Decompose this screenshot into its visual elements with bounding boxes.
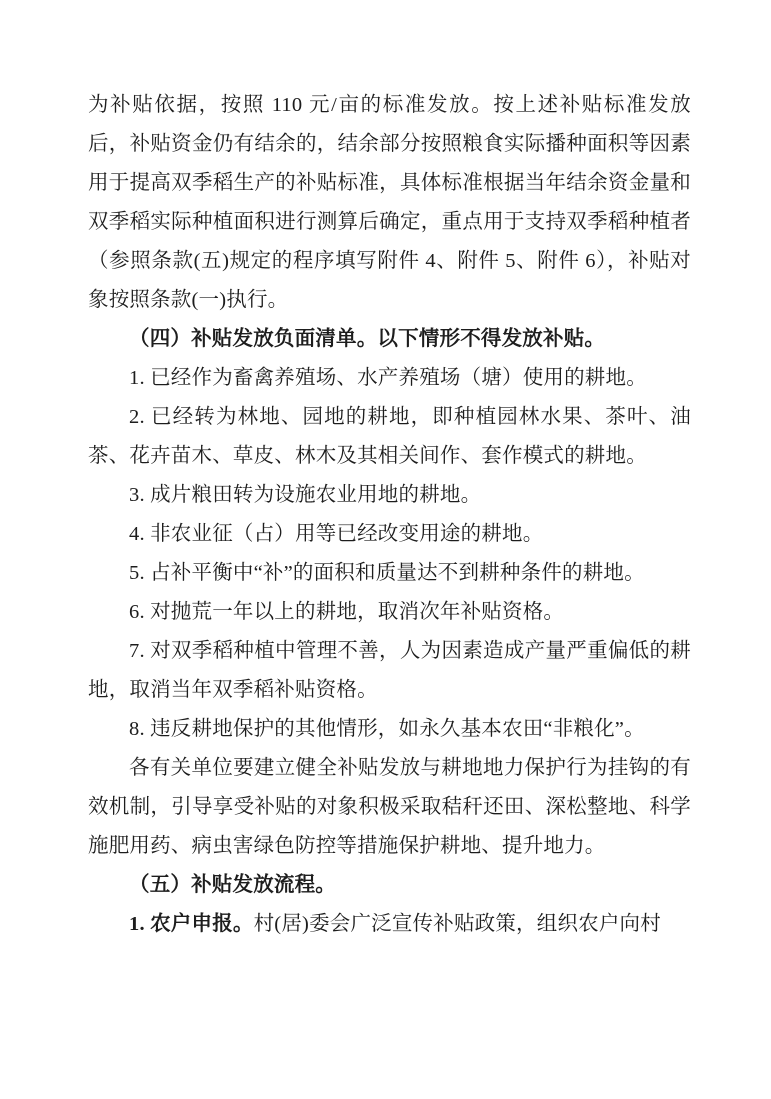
farmer-declaration-text: 村(居)委会广泛宣传补贴政策，组织农户向村 (253, 913, 661, 935)
negative-list-item-7: 7. 对双季稻种植中管理不善，人为因素造成产量严重偏低的耕地，取消当年双季稻补贴资格。 (88, 640, 691, 701)
negative-list-item-5: 5. 占补平衡中“补”的面积和质量达不到耕种条件的耕地。 (129, 562, 645, 584)
negative-list-item-2: 2. 已经转为林地、园地的耕地，即种植园林水果、茶叶、油茶、花卉苗木、草皮、林木及其相关间作、套作模式的耕地。 (88, 406, 691, 467)
negative-list-item-6: 6. 对抛荒一年以上的耕地，取消次年补贴资格。 (129, 601, 565, 623)
para-protection-mechanism: 各有关单位要建立健全补贴发放与耕地地力保护行为挂钩的有效机制，引导享受补贴的对象积极采取秸秆还田、深松整地、科学施肥用药、病虫害绿色防控等措施保护耕地、提升地力。 (88, 757, 691, 857)
negative-list-item-8: 8. 违反耕地保护的其他情形，如永久基本农田“非粮化”。 (129, 718, 645, 740)
negative-list-item-1: 1. 已经作为畜禽养殖场、水产养殖场（塘）使用的耕地。 (129, 367, 647, 389)
para-subsidy-standard-continuation: 为补贴依据，按照 110 元/亩的标准发放。按上述补贴标准发放后，补贴资金仍有结余的，结余部分按照粮食实际播种面积等因素用于提高双季稻生产的补贴标准，具体标准根据当年结余资金量和双季稻实际种植面积进行测算后确定，重点用于支持双季稻种植者（参照条款(五)规定的程序填写附件 4、附件 5、附件 6），补贴对象按照条款(一)执行。 (88, 94, 691, 311)
heading-section-4: （四）补贴发放负面清单。以下情形不得发放补贴。 (129, 328, 606, 350)
farmer-declaration-lead: 1. 农户申报。 (129, 913, 254, 935)
para-farmer-declaration (88, 905, 691, 944)
negative-list-item-4: 4. 非农业征（占）用等已经改变用途的耕地。 (129, 523, 544, 545)
negative-list-item-3: 3. 成片粮田转为设施农业用地的耕地。 (129, 484, 482, 506)
heading-section-5: （五）补贴发放流程。 (129, 874, 336, 896)
